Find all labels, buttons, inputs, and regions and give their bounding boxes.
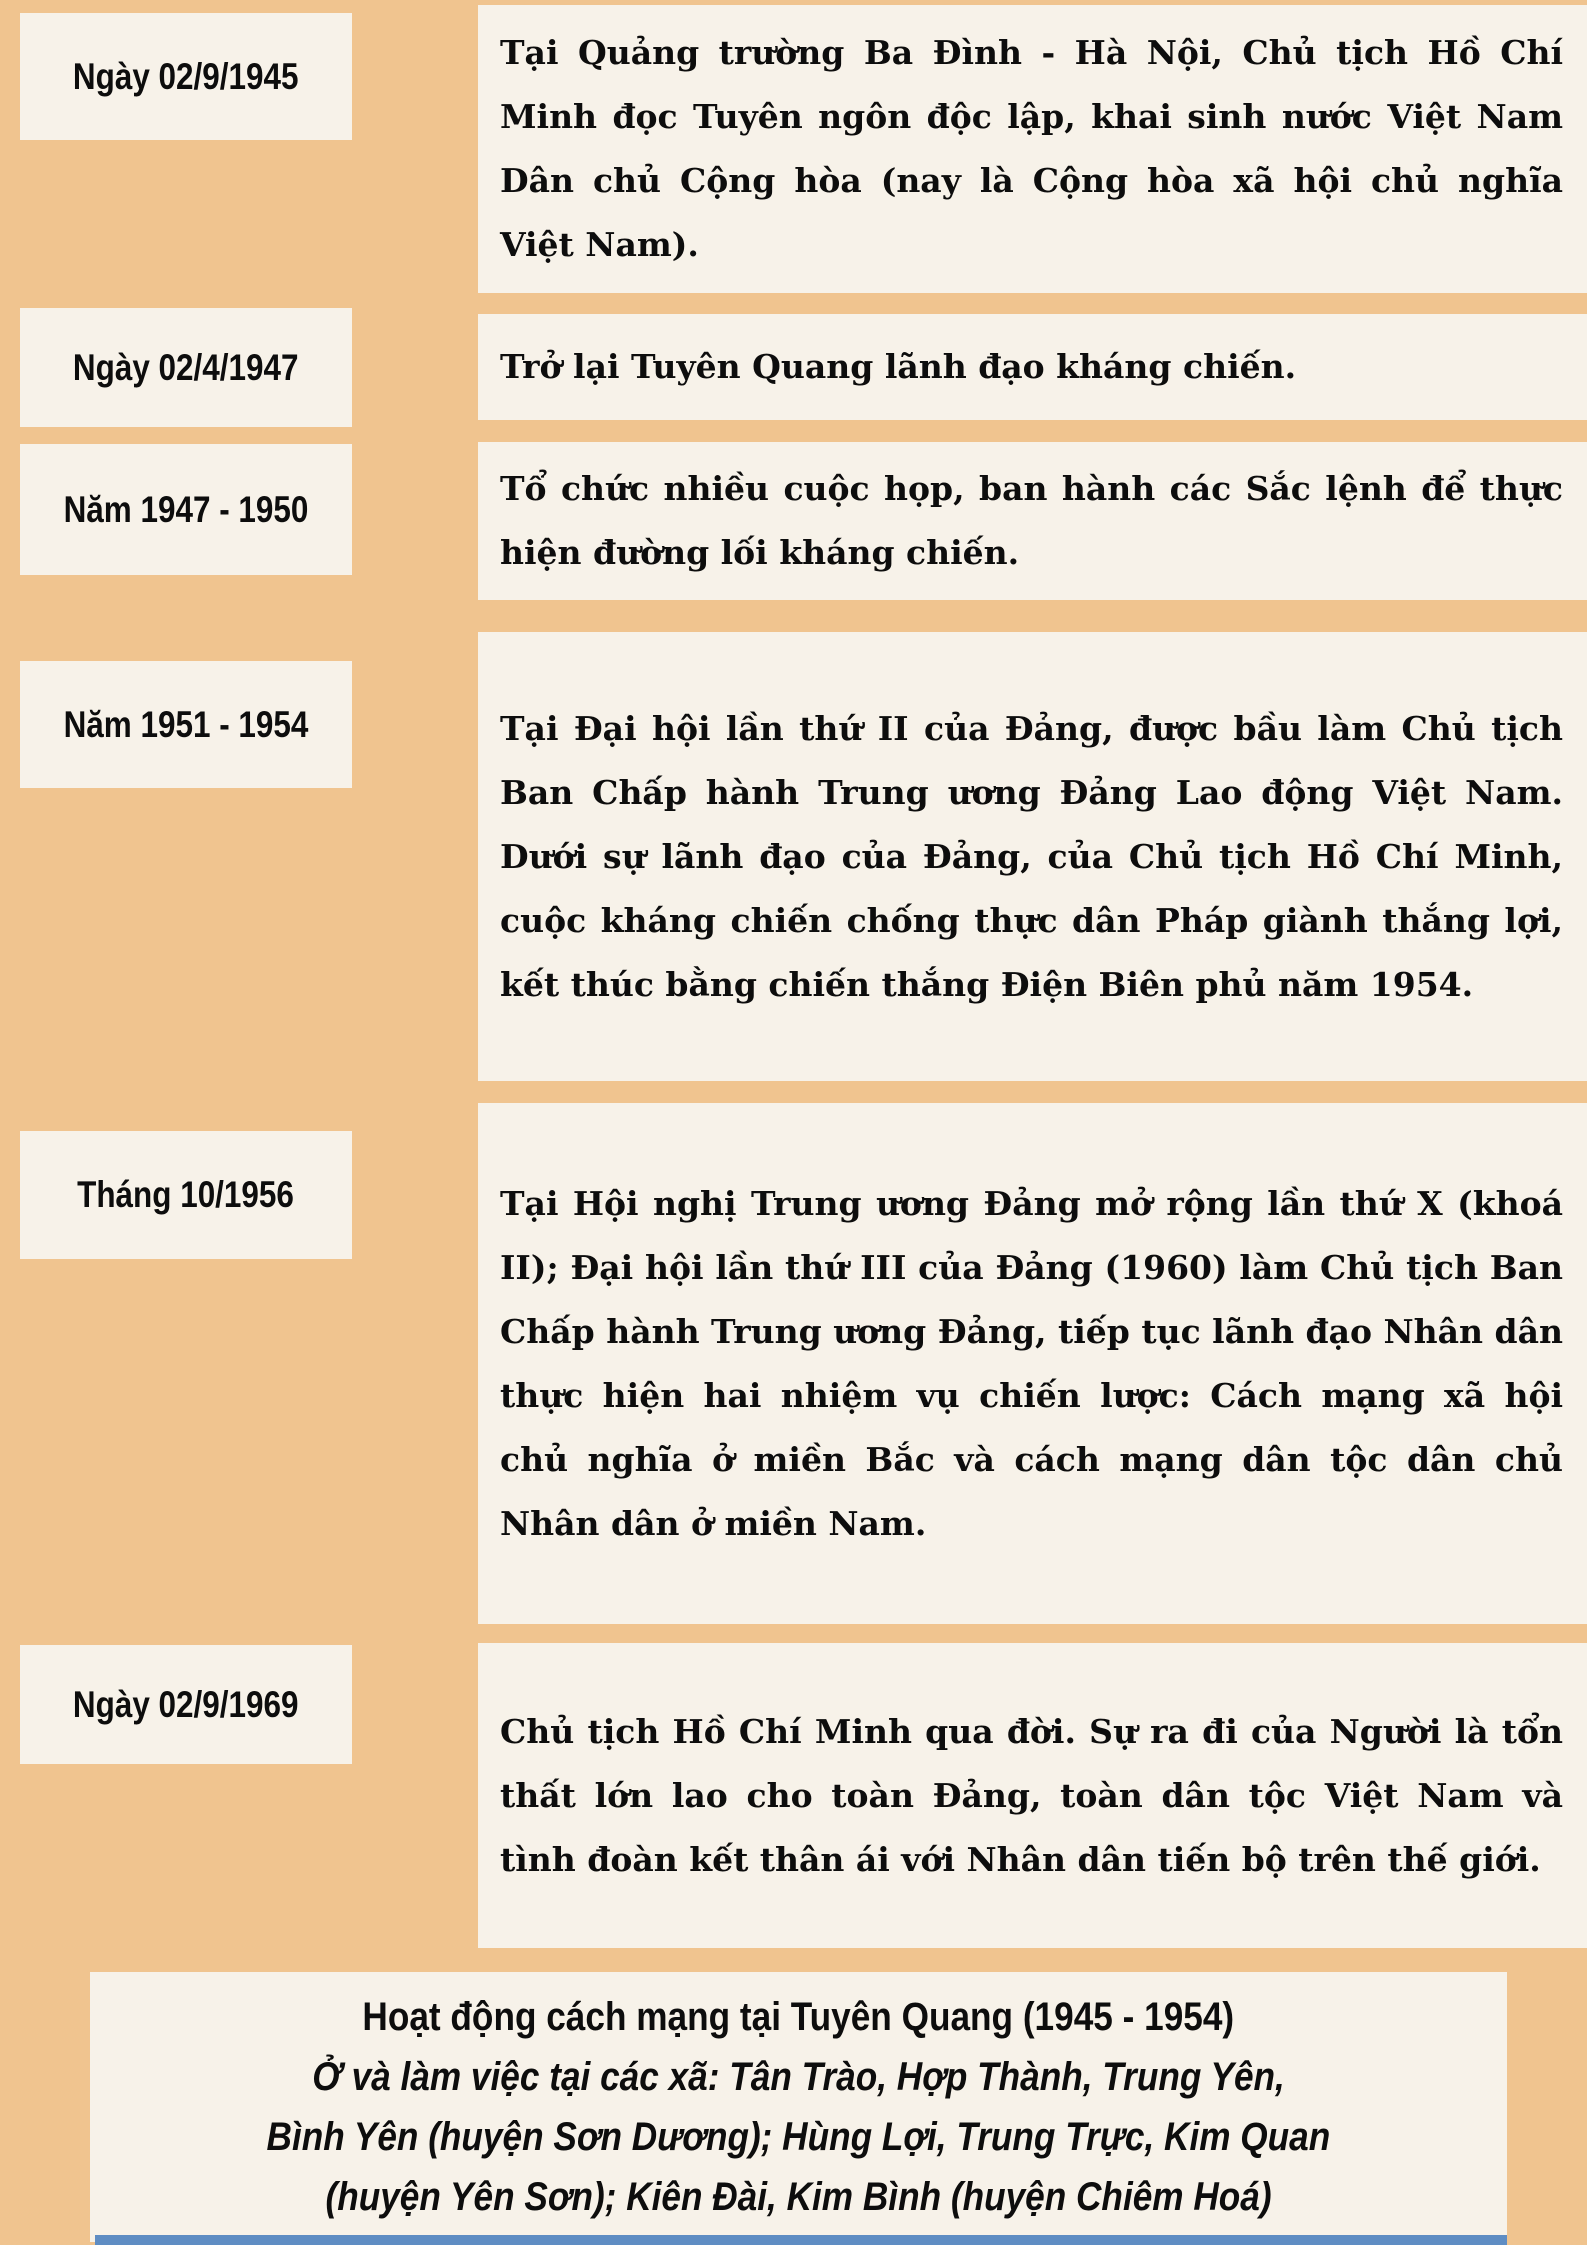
summary-line-1: Ở và làm việc tại các xã: Tân Trào, Hợp Thành, Trung Yên, <box>312 2055 1285 2099</box>
timeline-event-text: Tại Đại hội lần thứ II của Đảng, được bầu làm Chủ tịch Ban Chấp hành Trung ương Đảng Lao động Việt Nam. Dưới sự lãnh đạo của Đảng, của Chủ tịch Hồ Chí Minh, cuộc kháng chiến chống thực dân Pháp giành thắng lợi, kết thúc bằng chiến thắng Điện Biên phủ năm 1954. <box>500 708 1563 1004</box>
timeline-event-text: Tổ chức nhiều cuộc họp, ban hành các Sắc lệnh để thực hiện đường lối kháng chiến. <box>500 469 1563 572</box>
timeline-event-text: Chủ tịch Hồ Chí Minh qua đời. Sự ra đi của Người là tổn thất lớn lao cho toàn Đảng, toàn dân tộc Việt Nam và tình đoàn kết thân ái với Nhân dân tiến bộ trên thế giới. <box>500 1711 1563 1879</box>
timeline-date-label: Ngày 02/4/1947 <box>73 346 299 388</box>
timeline-date-box-5 <box>20 1131 352 1259</box>
timeline-event-text: Trở lại Tuyên Quang lãnh đạo kháng chiến. <box>500 347 1297 386</box>
timeline-date-label: Ngày 02/9/1969 <box>73 1683 299 1725</box>
timeline-date-box-4 <box>20 661 352 788</box>
timeline-event-text: Tại Hội nghị Trung ương Đảng mở rộng lần thứ X (khoá II); Đại hội lần thứ III của Đảng (1960) làm Chủ tịch Ban Chấp hành Trung ương Đảng, tiếp tục lãnh đạo Nhân dân thực hiện hai nhiệm vụ chiến lược: Cách mạng xã hội chủ nghĩa ở miền Bắc và cách mạng dân tộc dân chủ Nhân dân ở miền Nam. <box>500 1183 1563 1543</box>
timeline-event-box-2 <box>478 314 1587 420</box>
summary-line-3: (huyện Yên Sơn); Kiên Đài, Kim Bình (huyện Chiêm Hoá) <box>325 2175 1272 2219</box>
timeline-event-box-3 <box>478 442 1587 600</box>
timeline-event-box-1 <box>478 5 1587 293</box>
timeline-date-box-1 <box>20 13 352 140</box>
summary-line-2: Bình Yên (huyện Sơn Dương); Hùng Lợi, Trung Trực, Kim Quan <box>266 2115 1331 2159</box>
bottom-accent-bar <box>95 2235 1507 2245</box>
timeline-event-box-5 <box>478 1103 1587 1624</box>
timeline-date-box-2 <box>20 308 352 427</box>
timeline-date-box-6 <box>20 1645 352 1764</box>
timeline-event-text: Tại Quảng trường Ba Đình - Hà Nội, Chủ tịch Hồ Chí Minh đọc Tuyên ngôn độc lập, khai sinh nước Việt Nam Dân chủ Cộng hòa (nay là Cộng hòa xã hội chủ nghĩa Việt Nam). <box>500 33 1563 264</box>
timeline-date-box-3 <box>20 444 352 575</box>
timeline-date-label: Năm 1951 - 1954 <box>63 703 309 745</box>
timeline-date-label: Tháng 10/1956 <box>77 1174 295 1215</box>
summary-title: Hoạt động cách mạng tại Tuyên Quang (1945 - 1954) <box>362 1995 1235 2039</box>
timeline-event-box-4 <box>478 632 1587 1081</box>
timeline-event-box-6 <box>478 1643 1587 1948</box>
timeline-date-label: Ngày 02/9/1945 <box>73 55 299 97</box>
timeline-date-label: Năm 1947 - 1950 <box>63 488 309 530</box>
summary-box <box>90 1972 1507 2242</box>
